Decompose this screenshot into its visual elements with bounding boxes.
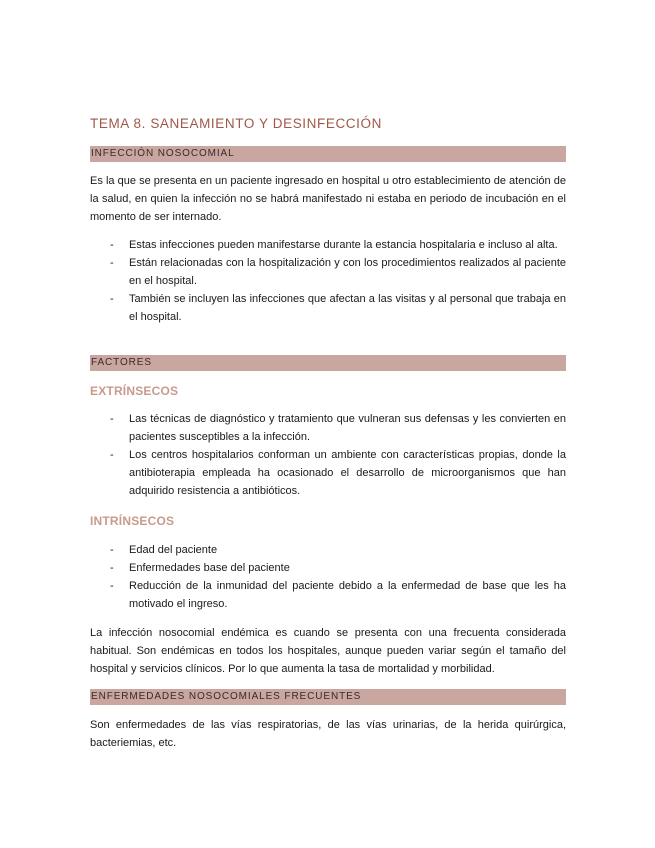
list-item-text: También se incluyen las infecciones que afectan a las visitas y al personal que trabaja en el hospital. [129, 293, 566, 323]
list-item [90, 559, 566, 577]
bullet-marker: - [110, 580, 114, 592]
list-item-text: Los centros hospitalarios conforman un ambiente con características propias, donde la antibioterapia empleada ha ocasionado el desarrollo de microorganismos que han adquirido resistencia a antibióticos. [129, 449, 566, 497]
list-item [90, 410, 566, 446]
list-item [90, 541, 566, 559]
list-item [90, 254, 566, 290]
bullet-marker: - [110, 449, 114, 461]
intrinsecos-list [90, 541, 566, 613]
list-item-text: Las técnicas de diagnóstico y tratamiento que vulneran sus defensas y les convierten en pacientes susceptibles a la infección. [129, 413, 566, 443]
endemica-paragraph: La infección nosocomial endémica es cuando se presenta con una frecuenta considerada habitual. Son endémicas en todos los hospitales, aunque pueden variar según el tamaño del hospital y servicios clínicos. Por lo que aumenta la tasa de mortalidad y morbilidad. [90, 627, 566, 675]
page-title: TEMA 8. SANEAMIENTO Y DESINFECCIÓN [90, 116, 382, 131]
bullet-marker: - [110, 562, 114, 574]
list-item-text: Están relacionadas con la hospitalización y con los procedimientos realizados al paciente en el hospital. [129, 257, 566, 287]
list-item-text: Enfermedades base del paciente [129, 562, 290, 574]
subheading-intrinsecos: INTRÍNSECOS [90, 514, 175, 528]
extrinsecos-list [90, 410, 566, 500]
list-item-text: Reducción de la inmunidad del paciente debido a la enfermedad de base que les ha motivado el ingreso. [129, 580, 566, 610]
section-heading-nosocomial: INFECCIÓN NOSOCOMIAL [90, 146, 566, 162]
list-item [90, 236, 566, 254]
bullet-marker: - [110, 239, 114, 251]
bullet-marker: - [110, 544, 114, 556]
list-item [90, 577, 566, 613]
nosocomial-intro: Es la que se presenta en un paciente ingresado en hospital u otro establecimiento de atención de la salud, en quien la infección no se habrá manifestado ni estaba en periodo de incubación en el momento de ser internado. [90, 175, 566, 223]
list-item [90, 290, 566, 326]
subheading-extrinsecos: EXTRÍNSECOS [90, 384, 179, 398]
section-heading-frecuentes: ENFERMEDADES NOSOCOMIALES FRECUENTES [90, 689, 566, 705]
nosocomial-list [90, 236, 566, 326]
frecuentes-paragraph: Son enfermedades de las vías respiratorias, de las vías urinarias, de la herida quirúrgica, bacteriemias, etc. [90, 719, 566, 749]
list-item-text: Estas infecciones pueden manifestarse durante la estancia hospitalaria e incluso al alta. [129, 239, 558, 251]
section-heading-factores: FACTORES [90, 355, 566, 371]
bullet-marker: - [110, 293, 114, 305]
list-item-text: Edad del paciente [129, 544, 218, 556]
bullet-marker: - [110, 413, 114, 425]
bullet-marker: - [110, 257, 114, 269]
list-item [90, 446, 566, 500]
